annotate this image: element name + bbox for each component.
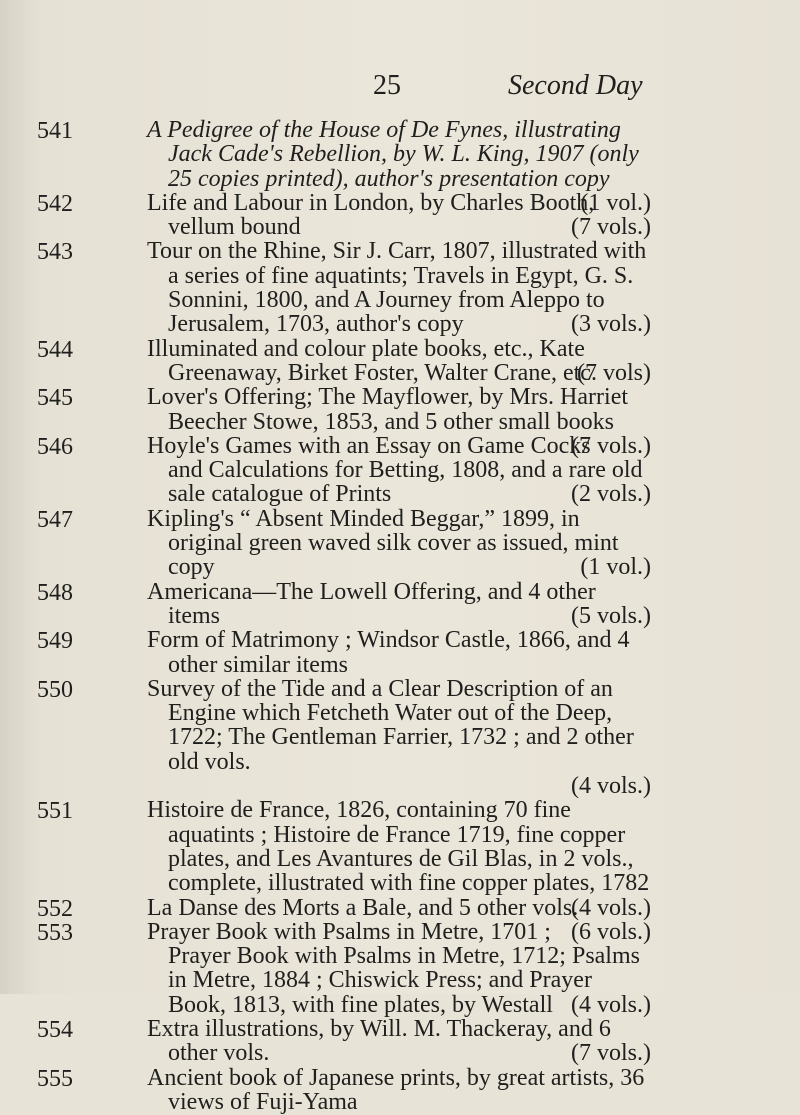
lot-number: 546 xyxy=(37,433,73,460)
lot-text: Tour on the Rhine, Sir J. Carr, 1807, illustrated with a series of fine aquatints; Travels in Egypt, G. S. Sonnini, 1800, and A Journey from Aleppo to Jerusalem, 1703, author's copy xyxy=(147,238,647,338)
lot-number: 553 xyxy=(37,919,73,946)
lot-description xyxy=(147,580,651,629)
lot-text: La Danse des Morts a Bale, and 5 other vols. xyxy=(147,894,579,921)
lot-entry xyxy=(0,628,800,677)
lot-number: 545 xyxy=(37,385,73,412)
running-head: Second Day xyxy=(508,70,643,101)
lot-volumes: (3 vols.) xyxy=(571,311,651,338)
lot-number: 541 xyxy=(37,118,73,144)
lot-text: Survey of the Tide and a Clear Description of an Engine which Fetcheth Water out of the Deep, 1722; The Gentleman Farrier, 1732 ; and 2 other old vols. xyxy=(147,675,634,775)
lot-text: Extra illustrations, by Will. M. Thackeray, and 6 other vols. xyxy=(147,1015,611,1067)
lot-number: 543 xyxy=(37,239,73,266)
lot-description xyxy=(147,337,651,386)
lot-description xyxy=(147,434,651,507)
lot-description xyxy=(147,191,651,240)
lot-number: 551 xyxy=(37,798,73,825)
lot-description xyxy=(147,239,651,336)
lot-entry xyxy=(0,239,800,336)
page-number: 25 xyxy=(373,70,401,101)
lot-volumes: (4 vols.) xyxy=(571,894,651,921)
lot-number: 544 xyxy=(37,336,73,363)
lot-volumes: (7 vols.) xyxy=(571,214,651,241)
lot-volumes: (4 vols.) xyxy=(571,991,651,1018)
lot-volumes: (7 vols.) xyxy=(571,432,651,459)
lot-entry xyxy=(0,920,800,1017)
lot-text: Prayer Book with Psalms in Metre, 1701 ; Prayer Book with Psalms in Metre, 1712; Psalms in Metre, 1884 ; Chiswick Press; and Prayer Book, 1813, with fine plates, by Westall xyxy=(147,918,640,1018)
lot-description xyxy=(147,677,651,798)
lot-volumes: (7 vols.) xyxy=(571,1040,651,1067)
lot-entry xyxy=(0,191,800,240)
lot-description xyxy=(147,507,651,580)
lot-number: 550 xyxy=(37,676,73,703)
lot-text: Kipling's “ Absent Minded Beggar,” 1899, in original green waved silk cover as issued, mint copy xyxy=(147,505,619,581)
lot-entry xyxy=(0,1017,800,1066)
lot-number: 554 xyxy=(37,1016,73,1043)
lot-entry xyxy=(0,1066,800,1115)
lot-text: Lover's Offering; The Mayflower, by Mrs. Harriet Beecher Stowe, 1853, and 5 other small books xyxy=(147,384,629,435)
lot-volumes: (5 vols.) xyxy=(571,602,651,629)
lot-number: 548 xyxy=(37,579,73,606)
lot-description xyxy=(147,1017,651,1066)
lot-text: Hoyle's Games with an Essay on Game Cocks and Calculations for Betting, 1808, and a rare old sale catalogue of Prints xyxy=(147,432,643,508)
lot-description xyxy=(147,1066,651,1115)
lot-number: 549 xyxy=(37,628,73,655)
lot-volumes: (6 vols.) xyxy=(571,918,651,945)
lot-text: Life and Labour in London, by Charles Booth, vellum bound xyxy=(147,189,595,241)
lot-number: 552 xyxy=(37,895,73,922)
lot-number: 547 xyxy=(37,506,73,533)
lot-text: Americana—The Lowell Offering, and 4 other items xyxy=(147,578,596,629)
lot-text: Illuminated and colour plate books, etc., Kate Greenaway, Birket Foster, Walter Crane, etc. xyxy=(147,335,597,386)
lot-description xyxy=(147,628,651,677)
lot-number: 542 xyxy=(37,190,73,217)
lot-entry xyxy=(0,507,800,580)
lot-list xyxy=(0,118,800,1114)
lot-volumes: (2 vols.) xyxy=(571,481,651,508)
lot-entry xyxy=(0,337,800,386)
lot-text: Histoire de France, 1826, containing 70 fine aquatints ; Histoire de France 1719, fine copper plates, and Les Avantures de Gil Blas, in 2 vols., complete, illustrated with fine copper plates, 1782 xyxy=(147,797,650,897)
lot-volumes: (7 vols) xyxy=(577,359,651,386)
lot-text: A Pedigree of the House of De Fynes, illustrating Jack Cade's Rebellion, by W. L. King, 1907 (only 25 copies printed), author's presentation copy xyxy=(147,117,639,192)
lot-number: 555 xyxy=(37,1065,73,1092)
lot-description xyxy=(147,384,651,459)
lot-volumes: (1 vol.) xyxy=(580,189,651,216)
lot-text: Form of Matrimony ; Windsor Castle, 1866, and 4 other similar items xyxy=(147,627,630,678)
lot-volumes: (1 vol.) xyxy=(580,554,651,581)
lot-description xyxy=(147,920,651,1017)
lot-entry xyxy=(0,677,800,798)
lot-entry xyxy=(0,434,800,507)
page-header xyxy=(0,70,800,110)
lot-entry xyxy=(0,580,800,629)
lot-volumes: (4 vols.) xyxy=(571,773,651,800)
lot-text: Ancient book of Japanese prints, by great artists, 36 views of Fuji-Yama xyxy=(147,1064,645,1115)
lot-description xyxy=(147,894,651,945)
